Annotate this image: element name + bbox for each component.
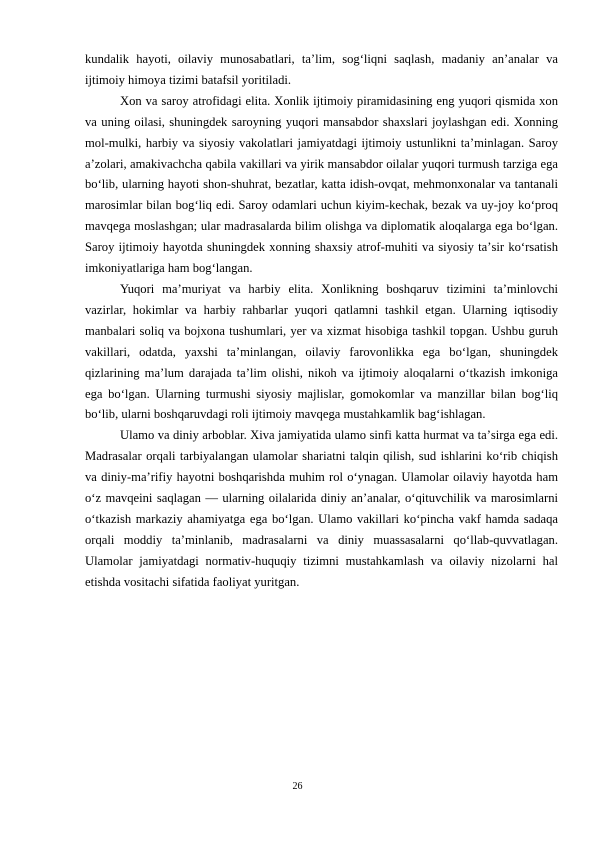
paragraph-administration-military-elite: Yuqori maʼmuriyat va harbiy elita. Xonlikning boshqaruv tizimini taʼminlovchi vazirlar, hokimlar va harbiy rahbarlar yuqori qatlamni tashkil etgan. Ularning iqtisodiy manbalari soliq va bojxona tushumlari, yer va xizmat hisobiga tashkil topgan. Ushbu guruh vakillari, odatda, yaxshi taʼminlangan, oilaviy farovonlikka ega bo‘lgan, shuningdek qizlarining maʼlum darajada taʼlim olishi, nikoh va ijtimoiy aloqalarni o‘tkazish imkoniga ega bo‘lgan. Ularning turmushi siyosiy majlislar, gomokomlar va manzillar bilan bog‘liq bo‘lib, ularni boshqaruvdagi roli ijtimoiy mavqega mustahkamlik bag‘ishlagan. (85, 281, 558, 422)
page-number: 26 (292, 781, 303, 792)
paragraph-ulama-religious-figures: Ulamo va diniy arboblar. Xiva jamiyatida ulamo sinfi katta hurmat va taʼsirga ega edi. Madrasalar orqali tarbiyalangan ulamolar shariatni talqin qilish, sud ishlarini ko‘rib chiqish va diniy-maʼrifiy hayotni boshqarishda muhim rol o‘ynagan. Ulamolar oilaviy hayotda ham o‘z mavqeini saqlagan — ularning oilalarida diniy anʼanalar, o‘qituvchilik va marosimlarni o‘tkazish markaziy ahamiyatga ega bo‘lgan. Ulamo vakillari ko‘pincha vakf hamda sadaqa orqali moddiy taʼminlanib, madrasalarni va diniy muassasalarni qo‘llab-quvvatlagan. Ulamolar jamiyatdagi normativ-huquqiy tizimni mustahkamlash va oilaviy nizolarni hal etishda vositachi sifatida faoliyat yuritgan. (85, 428, 558, 589)
paragraph-continuation: kundalik hayoti, oilaviy munosabatlari, taʼlim, sog‘liqni saqlash, madaniy anʼanalar va ijtimoiy himoya tizimi batafsil yoritiladi. (85, 52, 558, 87)
document-page (85, 49, 558, 593)
paragraph-khan-court-elite: Xon va saroy atrofidagi elita. Xonlik ijtimoiy piramidasining eng yuqori qismida xon va uning oilasi, shuningdek saroyning yuqori mansabdor shaxslari joylashgan edi. Xonning mol-mulki, harbiy va siyosiy vakolatlari jamiyatdagi ijtimoiy ustunlikni taʼminlagan. Saroy aʼzolari, amakivachcha qabila vakillari va yirik mansabdor oilalar yuqori turmush tarziga ega bo‘lib, ularning hayoti shon-shuhrat, bezatlar, katta idish-ovqat, mehmonxonalar va tantanali marosimlar bilan bog‘liq edi. Saroy odamlari uchun kiyim-kechak, bezak va uy-joy ko‘proq mavqega moslashgan; ular madrasalarda bilim olishga va diplomatik aloqalarga ega bo‘lgan. Saroy ijtimoiy hayotda shuningdek xonning shaxsiy atrof-muhiti va siyosiy taʼsir ko‘rsatish imkoniyatlariga ham bog‘langan. (85, 93, 558, 276)
